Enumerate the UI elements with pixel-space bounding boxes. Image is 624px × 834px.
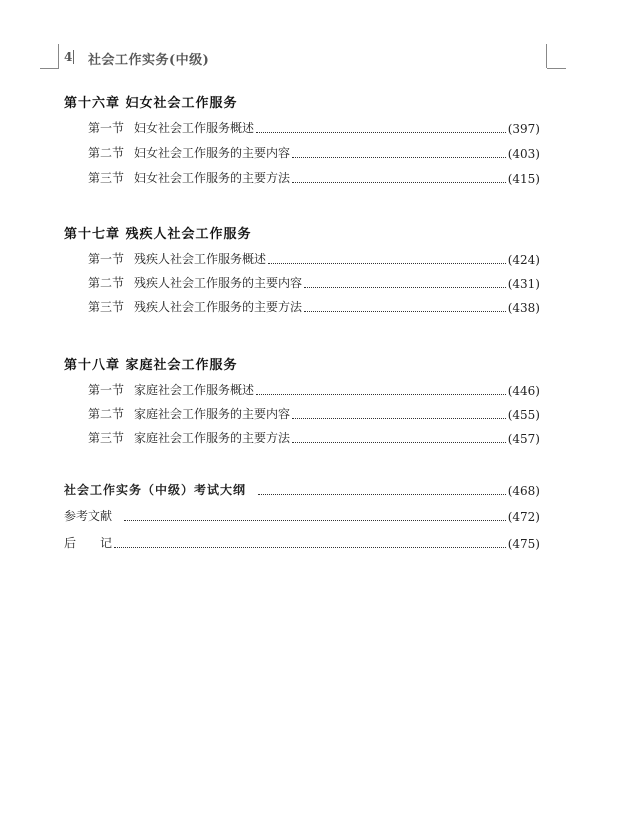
dot-leader [124,520,506,521]
page-ref: (475) [507,537,540,551]
section-title: 妇女社会工作服务的主要方法 [134,171,291,185]
toc-entry[interactable] [88,406,540,422]
section-title: 家庭社会工作服务的主要内容 [134,407,291,421]
section-number: 第一节 [88,121,125,135]
page-number: 4 [64,50,73,64]
section-number: 第一节 [88,252,125,266]
page-ref: (397) [507,122,540,136]
page-ref: (446) [507,384,540,398]
section-title: 妇女社会工作服务概述 [134,121,255,135]
section-title: 残疾人社会工作服务概述 [134,252,267,266]
crop-mark-right [546,44,547,68]
crop-mark-left [58,44,59,68]
section-title: 家庭社会工作服务的主要方法 [134,431,291,445]
appendix-title: 社会工作实务（中级）考试大纲 [64,483,247,497]
crop-mark-left [40,68,59,69]
running-title: 社会工作实务(中级) [88,53,210,68]
section-number: 第三节 [88,431,125,445]
section-title: 残疾人社会工作服务的主要方法 [134,300,303,314]
section-number: 第三节 [88,300,125,314]
page-header [0,0,624,80]
dot-leader [292,418,506,419]
section-title: 妇女社会工作服务的主要内容 [134,146,291,160]
header-separator [73,50,74,64]
dot-leader [292,157,506,158]
chapter-heading: 第十七章 残疾人社会工作服务 [64,227,252,242]
toc-entry[interactable] [88,170,540,186]
dot-leader [268,263,506,264]
section-number: 第二节 [88,146,125,160]
dot-leader [292,442,506,443]
toc-entry[interactable] [88,382,540,398]
toc-entry[interactable] [88,120,540,136]
dot-leader [114,547,506,548]
section-number: 第二节 [88,407,125,421]
chapter-heading: 第十八章 家庭社会工作服务 [64,358,238,373]
dot-leader [304,311,506,312]
toc-entry[interactable] [88,145,540,161]
dot-leader [258,494,506,495]
dot-leader [292,182,506,183]
page-ref: (431) [507,277,540,291]
appendix-title: 后 记 [64,536,113,550]
dot-leader [304,287,506,288]
toc-entry-references[interactable] [64,508,540,524]
page-ref: (438) [507,301,540,315]
section-number: 第二节 [88,276,125,290]
toc-entry[interactable] [88,251,540,267]
page-ref: (455) [507,408,540,422]
appendix-title: 参考文献 [64,509,113,523]
section-title: 残疾人社会工作服务的主要内容 [134,276,303,290]
crop-mark-right [547,68,566,69]
page-ref: (403) [507,147,540,161]
section-number: 第三节 [88,171,125,185]
toc-entry[interactable] [88,299,540,315]
dot-leader [256,132,506,133]
page-ref: (424) [507,253,540,267]
page-ref: (457) [507,432,540,446]
section-title: 家庭社会工作服务概述 [134,383,255,397]
toc-entry[interactable] [88,430,540,446]
page-ref: (468) [507,484,540,498]
page-ref: (415) [507,172,540,186]
chapter-heading: 第十六章 妇女社会工作服务 [64,96,238,111]
toc-entry[interactable] [88,275,540,291]
page-ref: (472) [507,510,540,524]
toc-entry-afterword[interactable] [64,535,540,551]
dot-leader [256,394,506,395]
toc-entry-exam-outline[interactable] [64,482,540,498]
section-number: 第一节 [88,383,125,397]
